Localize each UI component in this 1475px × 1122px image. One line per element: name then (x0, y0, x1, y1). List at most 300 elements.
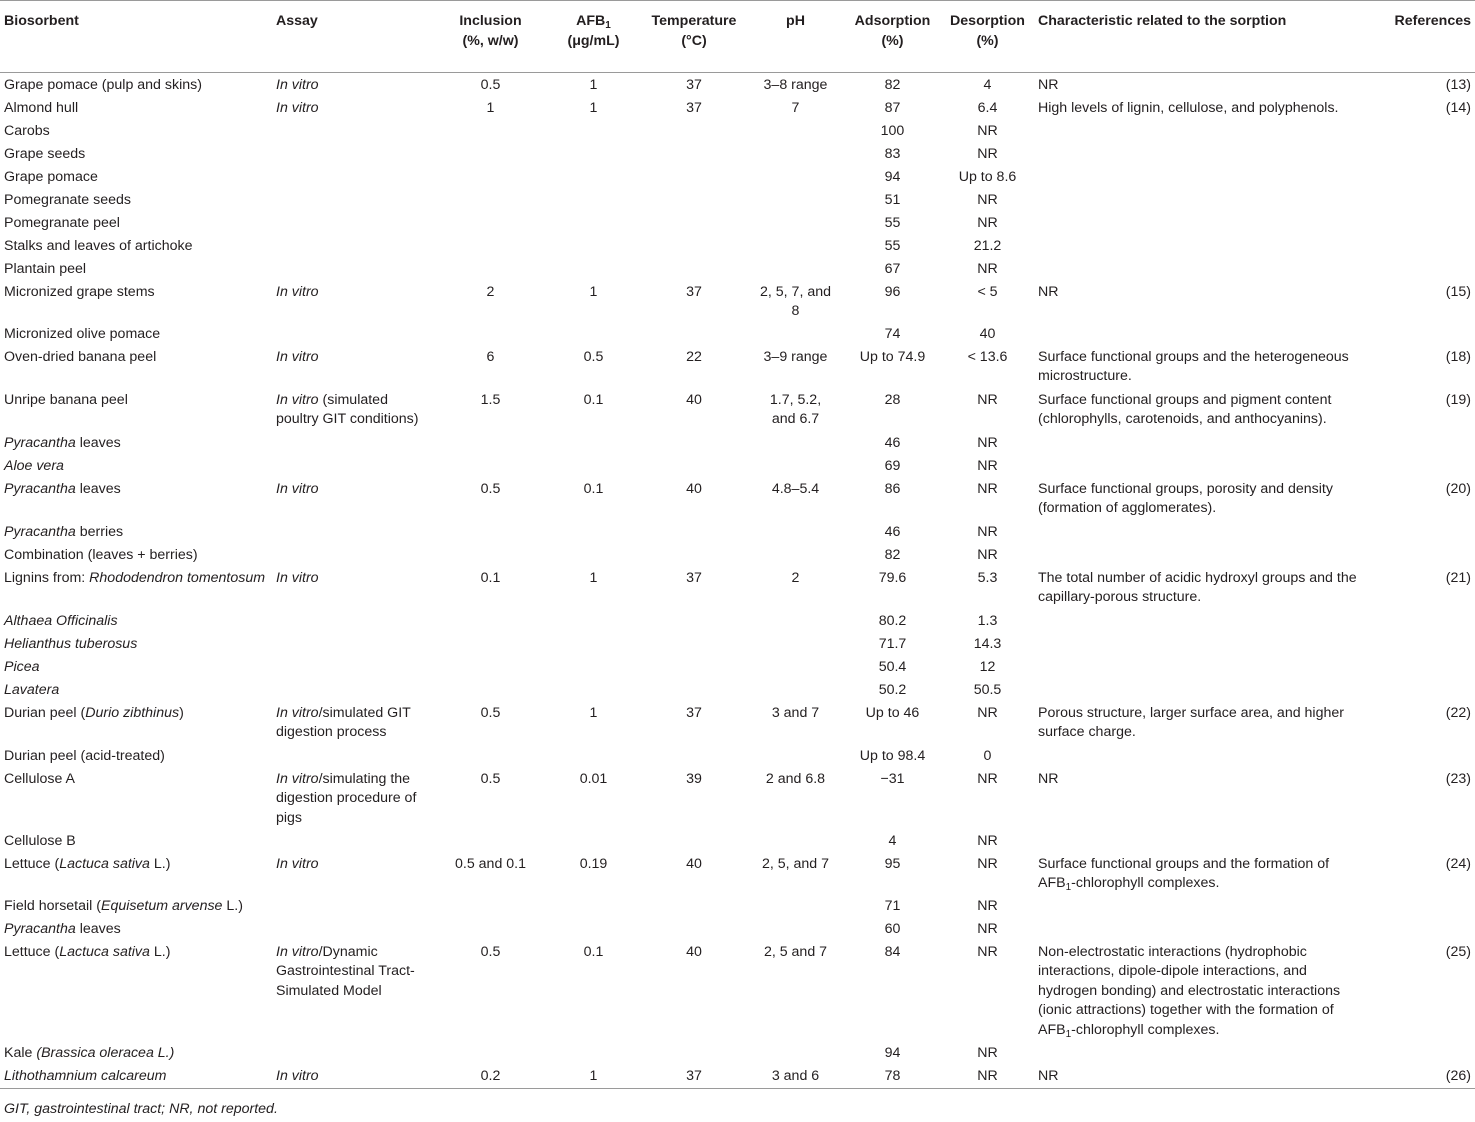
table-row (0, 454, 1475, 477)
table-row (0, 701, 1475, 744)
cell-characteristic-text: 1 (1065, 882, 1072, 893)
cell-adsorption: 60 (884, 920, 901, 937)
cell-temperature (641, 165, 747, 188)
cell-afb1 (546, 632, 641, 655)
cell-references (1367, 1041, 1475, 1064)
table-row (0, 744, 1475, 767)
cell-characteristic (1034, 257, 1367, 280)
cell-biosorbent (0, 678, 272, 701)
cell-references (1367, 431, 1475, 454)
cell-references: (19) (1445, 391, 1471, 408)
cell-adsorption: 50.4 (878, 658, 907, 675)
cell-desorption: 14.3 (973, 635, 1002, 652)
cell-characteristic (1034, 829, 1367, 852)
cell-ph (747, 609, 844, 632)
cell-biosorbent-text: Pyracantha (4, 480, 76, 497)
cell-adsorption: 4 (888, 832, 897, 849)
table-row (0, 477, 1475, 520)
cell-assay (272, 917, 435, 940)
cell-characteristic (1034, 345, 1367, 388)
cell-biosorbent-text: Stalks and leaves of artichoke (4, 237, 193, 254)
cell-adsorption: 100 (880, 122, 905, 139)
cell-biosorbent-text: Helianthus tuberosus (4, 635, 138, 652)
table-row (0, 73, 1475, 96)
cell-references (1367, 257, 1475, 280)
cell-characteristic (1034, 852, 1367, 894)
cell-desorption: NR (977, 457, 998, 474)
cell-references: (15) (1445, 283, 1471, 300)
col-header-references: References (1394, 13, 1471, 29)
cell-temperature (641, 119, 747, 142)
cell-characteristic (1034, 1064, 1367, 1089)
table-footnote: GIT, gastrointestinal tract; NR, not reported. (4, 1101, 278, 1117)
cell-biosorbent (0, 520, 272, 543)
cell-references (1367, 119, 1475, 142)
cell-biosorbent-text: Lettuce ( (4, 943, 60, 960)
cell-biosorbent-text: leaves (75, 434, 121, 451)
cell-characteristic-text: -chlorophyll complexes. (1071, 1021, 1220, 1038)
cell-biosorbent-text: Pyracantha (4, 523, 76, 540)
cell-characteristic (1034, 940, 1367, 1041)
cell-inclusion (435, 632, 546, 655)
cell-biosorbent (0, 655, 272, 678)
cell-assay (272, 744, 435, 767)
cell-afb1 (546, 234, 641, 257)
cell-biosorbent-text: Grape pomace (4, 168, 98, 185)
cell-biosorbent-text: Equisetum arvense (101, 897, 223, 914)
cell-afb1 (546, 609, 641, 632)
cell-references (1367, 188, 1475, 211)
cell-ph (747, 894, 844, 917)
cell-ph (747, 211, 844, 234)
cell-assay (272, 609, 435, 632)
cell-desorption: NR (977, 855, 998, 872)
cell-temperature (641, 655, 747, 678)
cell-ph (747, 454, 844, 477)
cell-biosorbent (0, 1064, 272, 1089)
table-row (0, 96, 1475, 119)
cell-assay-text: /Dynamic Gastrointestinal Tract-Simulated Model (276, 943, 415, 999)
cell-adsorption: 86 (884, 480, 901, 497)
cell-biosorbent (0, 852, 272, 894)
table-row (0, 1064, 1475, 1089)
cell-ph (747, 234, 844, 257)
cell-biosorbent (0, 609, 272, 632)
cell-inclusion (435, 744, 546, 767)
cell-desorption: NR (977, 943, 998, 960)
cell-afb1 (546, 257, 641, 280)
cell-references (1367, 211, 1475, 234)
table-row (0, 543, 1475, 566)
cell-biosorbent-text: Grape seeds (4, 145, 86, 162)
cell-temperature (641, 211, 747, 234)
cell-references (1367, 829, 1475, 852)
cell-biosorbent-text: L.) (222, 897, 243, 914)
cell-biosorbent-text: Kale (4, 1044, 37, 1061)
cell-desorption: 1.3 (977, 612, 998, 629)
table-row (0, 566, 1475, 609)
cell-afb1: 0.1 (583, 480, 604, 497)
cell-references (1367, 520, 1475, 543)
cell-inclusion (435, 234, 546, 257)
table-row (0, 280, 1475, 322)
cell-ph (747, 678, 844, 701)
cell-biosorbent (0, 280, 272, 322)
col-header-afb1: $AFB_1$ (μg/mL) (567, 13, 620, 49)
cell-references (1367, 142, 1475, 165)
cell-references: (14) (1445, 99, 1471, 116)
cell-biosorbent-text: Picea (4, 658, 40, 675)
cell-characteristic-text: Surface functional groups and the formation of AFB (1038, 855, 1330, 891)
cell-ph (747, 431, 844, 454)
cell-ph (747, 165, 844, 188)
cell-adsorption: 94 (884, 1044, 901, 1061)
cell-afb1 (546, 678, 641, 701)
cell-assay-text: /simulating the digestion procedure of pigs (276, 770, 417, 826)
cell-biosorbent-text: Lithothamnium calcareum (4, 1067, 167, 1084)
cell-assay (272, 852, 435, 894)
cell-biosorbent (0, 454, 272, 477)
cell-characteristic-text: Surface functional groups and pigment content (chlorophylls, carotenoids, and anthocyanins). (1038, 391, 1332, 427)
cell-biosorbent-text: Lavatera (4, 681, 60, 698)
cell-desorption: NR (977, 434, 998, 451)
cell-afb1: 1 (589, 283, 598, 300)
cell-inclusion: 0.5 and 0.1 (455, 855, 526, 872)
cell-temperature: 37 (686, 77, 702, 93)
cell-adsorption: 69 (884, 457, 901, 474)
cell-characteristic-text: Surface functional groups, porosity and density (formation of agglomerates). (1038, 480, 1333, 516)
cell-biosorbent-text: Lactuca sativa (59, 855, 150, 872)
cell-characteristic (1034, 280, 1367, 322)
cell-biosorbent (0, 188, 272, 211)
table-row (0, 655, 1475, 678)
cell-ph: 7 (791, 99, 800, 116)
cell-assay (272, 211, 435, 234)
cell-assay (272, 119, 435, 142)
cell-ph: 3–9 range (763, 348, 828, 365)
cell-afb1: 1 (589, 1067, 598, 1084)
cell-assay (272, 188, 435, 211)
cell-biosorbent (0, 829, 272, 852)
cell-afb1 (546, 655, 641, 678)
header-row (0, 1, 1475, 73)
cell-desorption: NR (977, 546, 998, 563)
cell-desorption: NR (977, 260, 998, 277)
cell-biosorbent-text: (Brassica oleracea L.) (36, 1044, 175, 1061)
cell-assay (272, 543, 435, 566)
cell-adsorption: 55 (884, 214, 901, 231)
cell-inclusion (435, 142, 546, 165)
cell-characteristic (1034, 477, 1367, 520)
cell-references: (23) (1445, 770, 1471, 787)
cell-characteristic-text: NR (1038, 77, 1059, 93)
cell-afb1 (546, 744, 641, 767)
cell-afb1 (546, 543, 641, 566)
cell-biosorbent-text: Field horsetail ( (4, 897, 101, 914)
cell-characteristic-text: Non-electrostatic interactions (hydrophobic interactions, dipole-dipole interactions, and hydrogen bonding) and electrostatic interactions (ionic attractions) together with the formation of AFB (1038, 943, 1341, 1038)
cell-desorption: NR (977, 122, 998, 139)
table-row (0, 234, 1475, 257)
cell-adsorption: 96 (884, 283, 901, 300)
cell-biosorbent (0, 165, 272, 188)
cell-ph: 2 and 6.8 (765, 770, 826, 787)
cell-adsorption: −31 (880, 770, 905, 787)
cell-desorption: NR (977, 770, 998, 787)
cell-biosorbent (0, 632, 272, 655)
cell-adsorption: 78 (884, 1067, 901, 1084)
cell-adsorption: 71 (884, 897, 901, 914)
cell-temperature: 37 (686, 1067, 702, 1084)
table-row (0, 1041, 1475, 1064)
cell-ph (747, 142, 844, 165)
cell-temperature: 37 (686, 569, 702, 586)
cell-biosorbent (0, 701, 272, 744)
cell-references: (25) (1445, 943, 1471, 960)
cell-characteristic (1034, 566, 1367, 609)
col-header-biosorbent: Biosorbent (4, 13, 79, 29)
cell-characteristic (1034, 211, 1367, 234)
cell-assay-text: In vitro (276, 704, 319, 721)
cell-assay (272, 894, 435, 917)
cell-inclusion (435, 431, 546, 454)
cell-afb1 (546, 322, 641, 345)
cell-desorption: NR (977, 897, 998, 914)
cell-ph (747, 917, 844, 940)
cell-afb1: 0.1 (583, 391, 604, 408)
cell-temperature (641, 188, 747, 211)
cell-inclusion (435, 165, 546, 188)
cell-references (1367, 678, 1475, 701)
cell-temperature: 40 (686, 480, 702, 497)
cell-characteristic (1034, 454, 1367, 477)
cell-ph: 2, 5, 7, and 8 (760, 283, 831, 319)
cell-inclusion: 0.5 (480, 943, 501, 960)
cell-characteristic-text: 1 (1065, 1028, 1072, 1040)
cell-inclusion: 2 (486, 283, 495, 300)
cell-references: (18) (1445, 348, 1471, 365)
cell-biosorbent-text: Grape pomace (pulp and skins) (4, 77, 202, 93)
cell-desorption: < 5 (977, 283, 998, 300)
cell-afb1 (546, 119, 641, 142)
cell-characteristic (1034, 917, 1367, 940)
cell-references (1367, 234, 1475, 257)
cell-desorption: 5.3 (977, 569, 998, 586)
cell-references: (22) (1445, 704, 1471, 721)
cell-ph (747, 188, 844, 211)
cell-biosorbent (0, 211, 272, 234)
cell-desorption: 12 (979, 658, 996, 675)
cell-ph (747, 632, 844, 655)
table-row (0, 829, 1475, 852)
cell-biosorbent (0, 257, 272, 280)
cell-characteristic-text: High levels of lignin, cellulose, and polyphenols. (1038, 99, 1339, 116)
cell-ph: 1.7, 5.2, and 6.7 (769, 391, 822, 427)
table-row (0, 165, 1475, 188)
cell-desorption: Up to 8.6 (958, 168, 1017, 185)
cell-assay (272, 520, 435, 543)
cell-inclusion (435, 322, 546, 345)
cell-desorption: 0 (983, 747, 992, 764)
cell-afb1 (546, 829, 641, 852)
cell-biosorbent-text: ) (179, 704, 184, 721)
cell-desorption: NR (977, 391, 998, 408)
cell-characteristic-text: Porous structure, larger surface area, and higher surface charge. (1038, 704, 1344, 740)
cell-temperature: 37 (686, 99, 702, 116)
cell-adsorption: 82 (884, 546, 901, 563)
cell-temperature (641, 234, 747, 257)
cell-biosorbent (0, 940, 272, 1041)
cell-assay (272, 345, 435, 388)
cell-temperature (641, 829, 747, 852)
cell-biosorbent-text: Lettuce ( (4, 855, 60, 872)
cell-afb1 (546, 917, 641, 940)
cell-references (1367, 543, 1475, 566)
table-row (0, 142, 1475, 165)
cell-ph (747, 655, 844, 678)
cell-characteristic (1034, 767, 1367, 829)
cell-desorption: NR (977, 704, 998, 721)
cell-adsorption: 71.7 (878, 635, 907, 652)
cell-biosorbent-text: Durian peel (acid-treated) (4, 747, 165, 764)
cell-temperature: 40 (686, 943, 702, 960)
table-row (0, 609, 1475, 632)
cell-ph: 2, 5 and 7 (763, 943, 828, 960)
cell-biosorbent-text: Pyracantha (4, 434, 76, 451)
cell-assay (272, 234, 435, 257)
table-row (0, 431, 1475, 454)
cell-assay (272, 632, 435, 655)
cell-afb1: 0.5 (583, 348, 604, 365)
cell-characteristic (1034, 431, 1367, 454)
cell-biosorbent-text: Lactuca sativa (59, 943, 150, 960)
cell-desorption: 6.4 (977, 99, 998, 116)
cell-ph (747, 744, 844, 767)
cell-assay (272, 655, 435, 678)
cell-adsorption: 46 (884, 523, 901, 540)
col-header-adsorption: Adsorption (%) (854, 13, 931, 49)
cell-temperature (641, 1041, 747, 1064)
cell-temperature (641, 431, 747, 454)
table-row (0, 894, 1475, 917)
cell-inclusion (435, 520, 546, 543)
cell-afb1: 1 (589, 77, 598, 93)
cell-adsorption: 87 (884, 99, 901, 116)
cell-afb1: 0.01 (579, 770, 608, 787)
table-row (0, 632, 1475, 655)
cell-characteristic (1034, 678, 1367, 701)
cell-characteristic (1034, 1041, 1367, 1064)
cell-assay-text: In vitro (276, 770, 319, 787)
cell-adsorption: 55 (884, 237, 901, 254)
cell-biosorbent-text: Almond hull (4, 99, 79, 116)
cell-characteristic-text: NR (1038, 283, 1059, 300)
cell-assay (272, 142, 435, 165)
cell-biosorbent (0, 477, 272, 520)
cell-inclusion (435, 119, 546, 142)
cell-desorption: NR (977, 1067, 998, 1084)
col-header-assay: Assay (276, 13, 318, 29)
cell-temperature (641, 520, 747, 543)
table-row (0, 188, 1475, 211)
cell-afb1 (546, 454, 641, 477)
cell-biosorbent-text: Lignins from: (4, 569, 90, 586)
cell-biosorbent (0, 1041, 272, 1064)
col-header-desorption: Desorption (%) (950, 13, 1025, 49)
cell-biosorbent (0, 388, 272, 431)
cell-biosorbent-text: Plantain peel (4, 260, 87, 277)
cell-assay (272, 477, 435, 520)
cell-references: (13) (1445, 77, 1471, 93)
cell-biosorbent (0, 744, 272, 767)
cell-temperature (641, 257, 747, 280)
cell-assay-text: In vitro (276, 1067, 319, 1084)
table-row (0, 388, 1475, 431)
cell-afb1: 0.19 (579, 855, 608, 872)
cell-temperature (641, 543, 747, 566)
cell-ph: 4.8–5.4 (771, 480, 820, 497)
cell-biosorbent-text: Aloe vera (4, 457, 64, 474)
cell-adsorption: Up to 98.4 (859, 747, 926, 764)
cell-assay (272, 165, 435, 188)
cell-biosorbent (0, 73, 272, 96)
cell-references: (21) (1445, 569, 1471, 586)
cell-biosorbent (0, 142, 272, 165)
cell-temperature: 39 (686, 770, 702, 787)
cell-assay-text: In vitro (276, 855, 319, 872)
cell-biosorbent-text: Cellulose A (4, 770, 75, 787)
cell-adsorption: 67 (884, 260, 901, 277)
cell-inclusion: 0.1 (480, 569, 501, 586)
cell-inclusion: 0.5 (480, 480, 501, 497)
cell-assay (272, 940, 435, 1041)
cell-afb1: 1 (589, 99, 598, 116)
cell-characteristic (1034, 165, 1367, 188)
cell-biosorbent-text: Rhododendron tomentosum (89, 569, 266, 586)
cell-assay-text: (simulated poultry GIT conditions) (276, 391, 419, 427)
cell-biosorbent-text: Pyracantha (4, 920, 76, 937)
cell-characteristic (1034, 234, 1367, 257)
cell-assay (272, 454, 435, 477)
cell-assay (272, 280, 435, 322)
cell-characteristic (1034, 96, 1367, 119)
cell-biosorbent (0, 894, 272, 917)
cell-references: (26) (1445, 1067, 1471, 1084)
cell-afb1 (546, 142, 641, 165)
col-header-characteristic: Characteristic related to the sorption (1038, 13, 1287, 29)
cell-biosorbent (0, 431, 272, 454)
cell-ph: 2, 5, and 7 (761, 855, 830, 872)
cell-biosorbent-text: L.) (149, 943, 171, 960)
cell-characteristic (1034, 119, 1367, 142)
cell-inclusion (435, 454, 546, 477)
cell-references (1367, 322, 1475, 345)
cell-characteristic-text: NR (1038, 770, 1059, 787)
cell-desorption: < 13.6 (967, 348, 1008, 365)
table-row (0, 257, 1475, 280)
cell-desorption: 50.5 (973, 681, 1002, 698)
cell-temperature (641, 744, 747, 767)
cell-biosorbent (0, 119, 272, 142)
cell-adsorption: 83 (884, 145, 901, 162)
cell-assay (272, 322, 435, 345)
cell-characteristic-text: Surface functional groups and the heterogeneous microstructure. (1038, 348, 1349, 384)
cell-adsorption: 46 (884, 434, 901, 451)
cell-biosorbent-text: leaves (75, 920, 121, 937)
cell-temperature (641, 678, 747, 701)
cell-biosorbent (0, 917, 272, 940)
col-header-inclusion: Inclusion (%, w/w) (459, 13, 522, 49)
cell-biosorbent-text: berries (75, 523, 124, 540)
